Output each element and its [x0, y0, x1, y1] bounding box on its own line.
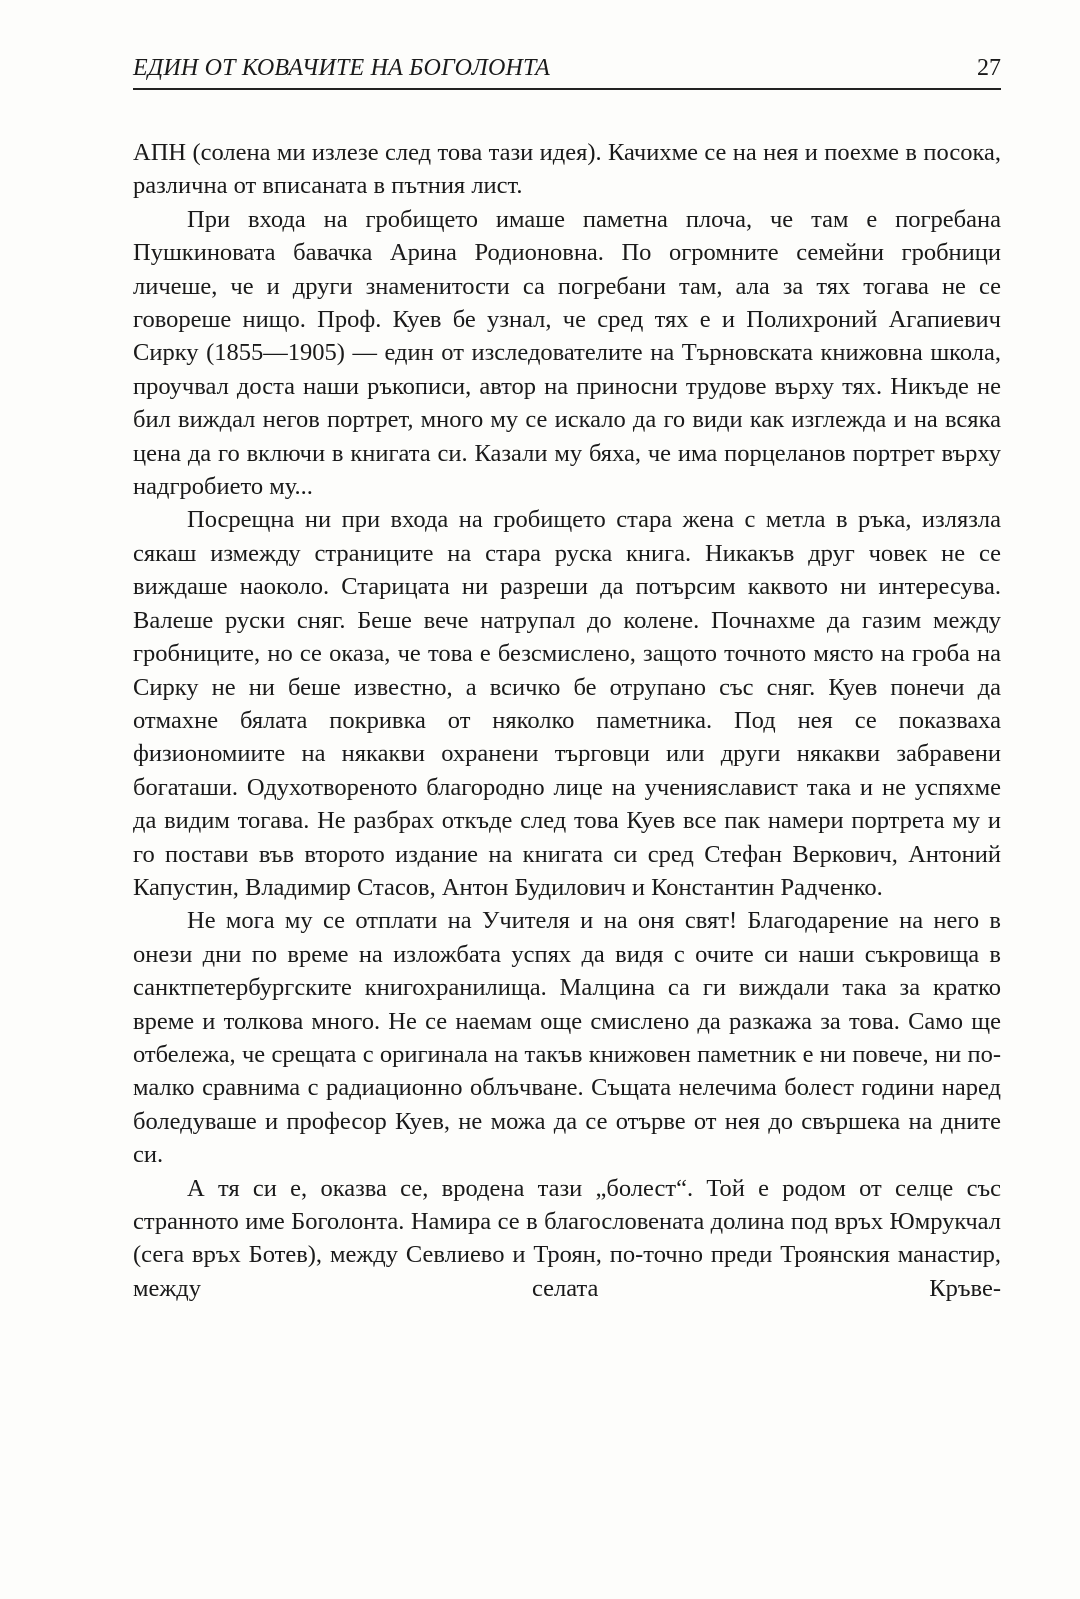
paragraph-2: При входа на гробището имаше паметна плоча, че там е погребана Пушкиновата бавачка Арина Родионовна. По огромните семейни гробници личеше, че и други знаменитости са погребани там, ала за тях тогава не се говореше нищо. Проф. Куев бе узнал, че сред тях е и Полихроний Агапиевич Сирку (1855—1905) — един от изследователите на Търновската книжовна школа, проучвал доста наши ръкописи, автор на приносни трудове върху тях. Никъде не бил виждал негов портрет, много му се искало да го види как изглежда и на всяка цена да го включи в книгата си. Казали му бяха, че има порцеланов портрет върху надгробието му... — [133, 205, 1001, 501]
paragraph-1: АПН (солена ми излезе след това тази идея). Качихме се на нея и поехме в посока, различна от вписаната в пътния лист. — [133, 139, 1001, 200]
paragraph-3: Посрещна ни при входа на гробището стара жена с метла в ръка, излязла сякаш измежду страниците на стара руска книга. Никакъв друг човек не се виждаше наоколо. Старицата ни разреши да потърсим каквото ни интересува. Валеше руски сняг. Беше вече натрупал до колене. Почнахме да газим между гробниците, но се оказа, че това е безсмислено, защото точното място на гроба на Сирку не ни беше известно, а всичко бе отрупано със сняг. Куев понечи да отмахне бялата покривка от няколко паметника. Под нея се показваха физиономиите на някакви охранени търговци или други някакви забравени богаташи. Одухотвореното благородно лице на ученияславист така и не успяхме да видим тогава. Не разбрах откъде след това Куев все пак намери портрета му и го постави във второто издание на книгата си сред Стефан Веркович, Антоний Капустин, Владимир Стасов, Антон Будилович и Константин Радченко. — [133, 506, 1001, 901]
paragraph-5: А тя си е, оказва се, вродена тази „болест“. Той е родом от селце със странното име Боголонта. Намира се в благословената долина под връх Юмрукчал (сега връх Ботев), между Севлиево и Троян, по-точно преди Троянския манастир, между селата Кръве- — [133, 1174, 1001, 1302]
page-number: 27 — [977, 55, 1001, 81]
paragraph-4: Не мога му се отплати на Учителя и на оня свят! Благодарение на него в онези дни по време на изложбата успях да видя с очите си наши съкровища в санктпетербургските книгохранилища. Малцина са ги виждали така за кратко време и толкова много. Не се наемам още смислено да разкажа за това. Само ще отбележа, че срещата с оригинала на такъв книжовен паметник е ни повече, ни по-малко сравнима с радиационно облъчване. Същата нелечима болест години наред боледуваше и професор Куев, не можа да се отърве от нея до свършека на дните си. — [133, 907, 1001, 1169]
body-text — [133, 136, 1001, 1305]
running-title: ЕДИН ОТ КОВАЧИТЕ НА БОГОЛОНТА — [133, 55, 550, 81]
running-head — [133, 52, 1001, 90]
